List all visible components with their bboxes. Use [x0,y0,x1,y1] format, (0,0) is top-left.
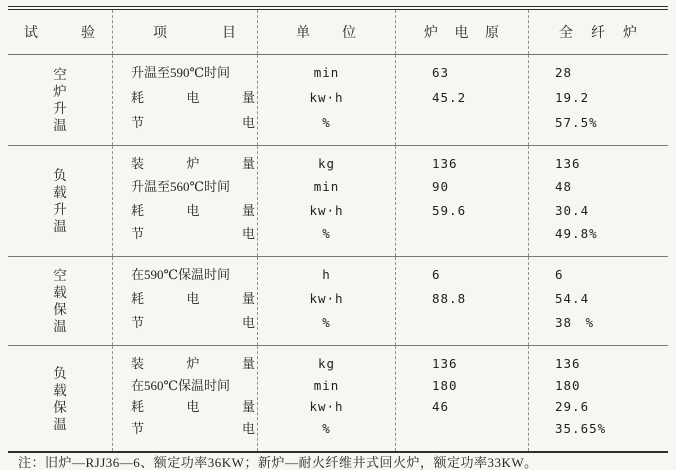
column-header-old-furnace [395,10,528,54]
old-furnace-value-column [395,257,528,345]
fiber-furnace-value: 29.6 [555,399,590,415]
block-label [8,146,112,256]
fiber-furnace-value: 48 [555,179,573,195]
old-furnace-value-column [395,346,528,451]
block-label-char: 载 [53,382,67,398]
block-label-char: 温 [53,416,67,432]
old-furnace-value: 45.2 [432,90,467,105]
item-label: 节电 [131,420,255,436]
old-furnace-value: 88.8 [432,291,467,306]
furnace-comparison-table [8,6,668,453]
block-label-char: 温 [53,319,67,334]
fiber-furnace-value-column [528,146,668,256]
unit-label: % [322,225,331,241]
item-label: 在560℃保温时间 [131,377,231,393]
block-label-char: 升 [53,101,67,116]
item-label: 在590℃保温时间 [131,267,231,282]
table-header-row [8,10,668,55]
unit-label: kw·h [309,399,344,415]
column-header-fiber-furnace [528,10,668,54]
unit-label: kw·h [309,291,344,306]
item-label: 节电 [131,315,255,330]
block-label-char: 保 [53,302,67,317]
table-block [8,257,668,346]
old-furnace-value: 90 [432,179,450,195]
block-label-char: 升 [53,202,67,217]
old-furnace-value: 59.6 [432,202,467,218]
unit-label: min [313,65,340,80]
old-furnace-value: 6 [432,267,441,282]
item-label-column [112,346,257,451]
old-furnace-value: 63 [432,65,450,80]
old-furnace-value [396,314,528,332]
old-furnace-value: 136 [432,356,458,371]
block-label-char: 载 [53,185,67,200]
old-furnace-value [396,225,528,243]
item-label: 节电 [131,115,255,130]
item-label: 耗电量 [131,291,255,306]
unit-label: min [313,179,340,195]
unit-label-column [257,55,395,145]
unit-label: % [322,115,331,130]
item-label-column [112,257,257,345]
fiber-furnace-value: 136 [555,156,581,171]
unit-label: kg [317,156,336,171]
old-furnace-value: 136 [432,156,458,171]
fiber-furnace-value: 180 [555,377,581,393]
table-block [8,346,668,451]
item-label: 耗电量 [131,399,255,415]
unit-label: kw·h [309,90,344,105]
column-header-fiber-furnace-label: 全纤炉 [559,26,638,41]
fiber-furnace-value: 35.65% [555,420,607,436]
old-furnace-value: 46 [432,399,450,415]
fiber-furnace-value-column [528,346,668,451]
unit-label: kw·h [309,202,344,218]
unit-label: kg [317,356,336,371]
fiber-furnace-value: 6 [555,267,564,282]
fiber-furnace-value: 57.5% [555,115,598,130]
block-label-char: 炉 [53,84,67,99]
item-label: 耗电量 [131,202,255,218]
block-label-char: 温 [53,118,67,133]
old-furnace-value [396,114,528,132]
column-header-test [8,22,112,42]
item-label: 耗电量 [131,90,255,105]
unit-label-column [257,146,395,256]
block-label [8,257,112,345]
block-label-char: 温 [53,219,67,234]
unit-label: min [313,377,340,393]
block-label-char: 空 [53,67,67,82]
old-furnace-value-column [395,55,528,145]
item-label: 装炉量 [131,156,255,171]
table-body [8,55,668,451]
column-header-unit-label: 单位 [296,26,357,41]
column-header-test-label: 试验 [24,26,96,41]
fiber-furnace-value-column [528,55,668,145]
unit-label: % [322,315,331,330]
fiber-furnace-value: 30.4 [555,202,590,218]
unit-label: % [322,420,331,436]
table-block [8,146,668,257]
block-label [8,55,112,145]
footnote: 注：旧炉—RJJ36—6、额定功率36KW；新炉—耐火纤维井式回火炉，额定功率33KW。 [18,455,538,470]
block-label-char: 空 [53,268,67,283]
column-header-item [112,10,257,54]
fiber-furnace-value: 136 [555,356,581,371]
item-label: 升温至560℃时间 [131,179,231,195]
item-label-column [112,146,257,256]
item-label: 节电 [131,225,255,241]
unit-label: h [322,267,331,282]
column-header-unit [257,10,395,54]
fiber-furnace-value-column [528,257,668,345]
old-furnace-value: 180 [432,377,458,393]
fiber-furnace-value: 49.8% [555,225,598,241]
block-label-char: 载 [53,285,67,300]
old-furnace-value-column [395,146,528,256]
column-header-old-furnace-label: 炉电原 [424,26,500,41]
unit-label-column [257,257,395,345]
block-label-char: 负 [53,168,67,183]
table-block [8,55,668,146]
block-label-char: 保 [53,399,67,415]
fiber-furnace-value: 54.4 [555,291,590,306]
item-label: 升温至590℃时间 [131,65,231,80]
fiber-furnace-value: 28 [555,65,573,80]
old-furnace-value [396,420,528,438]
item-label-column [112,55,257,145]
item-label: 装炉量 [131,356,255,371]
fiber-furnace-value: 19.2 [555,90,590,105]
block-label [8,346,112,451]
unit-label-column [257,346,395,451]
column-header-item-label: 项目 [153,26,237,41]
block-label-char: 负 [53,365,67,381]
fiber-furnace-value: 38 % [555,315,595,330]
